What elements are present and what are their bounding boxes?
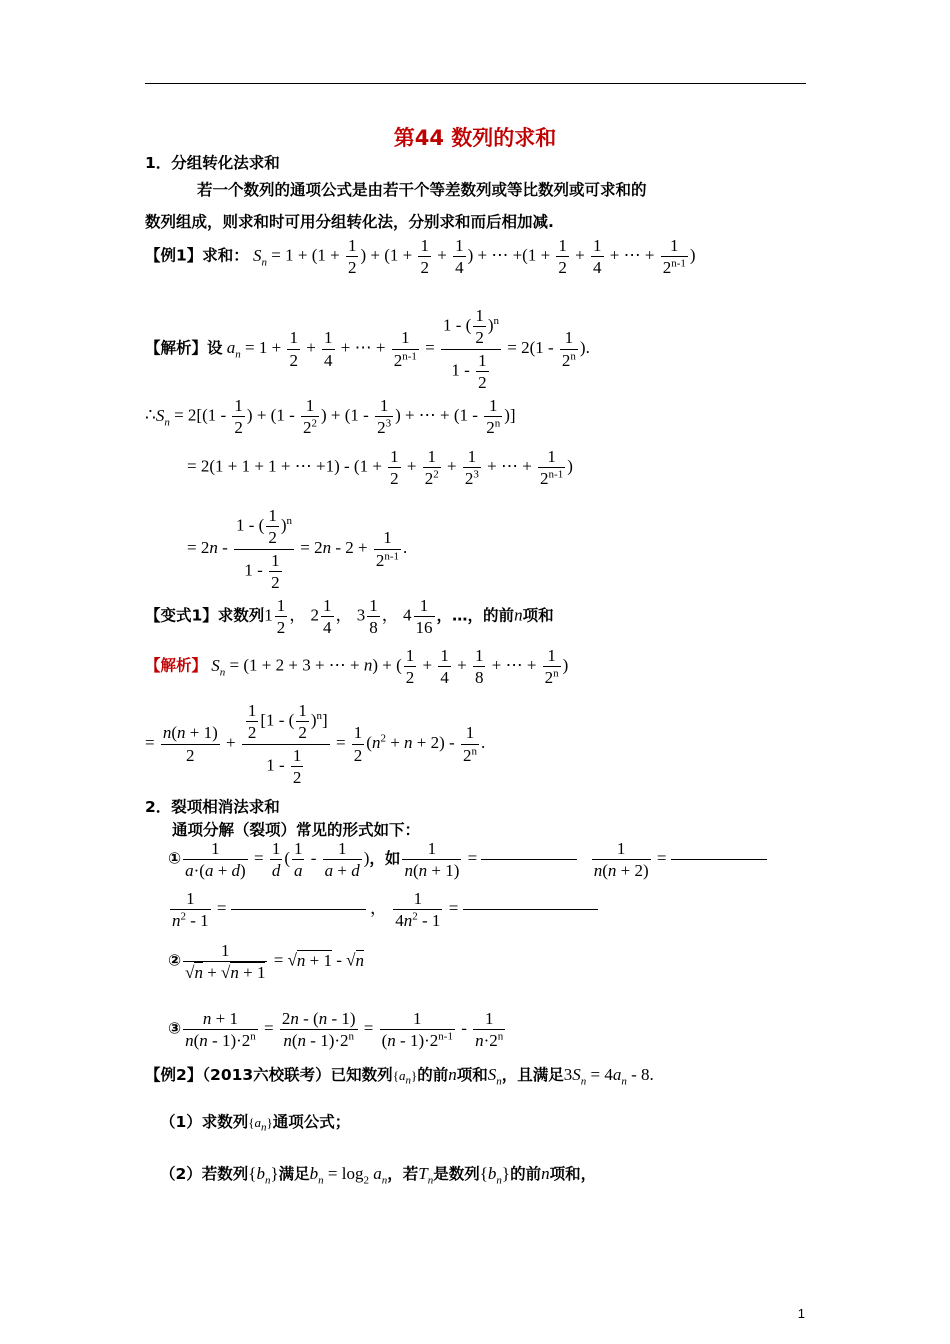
example1-label: 【例1】求和： [145,246,249,265]
example1-step1: $\therefore S_n = 2[(1$ - $\frac{1}{2}$ ) + (1 - $\frac{1}{2^2}$ ) + (1 - $\frac{1}{2^3}$ ) + ⋯ + (1 - $\frac{1}{2^n}$ )] [145,396,516,438]
example1-problem: 【例1】求和： $S_n = 1 + (1$ + $\frac{1}{2}$ ) + (1 + $\frac{1}{2}$ + $\frac{1}{4}$ ) + ⋯ +(1 + $\frac{1}{2}$ + $\frac{1}{4}$ + ⋯ + $\frac{1}{2^{n-1}}$ ) [145,236,696,278]
section1-para-line2: 数列组成，则求和时可用分组转化法，分别求和而后相加减. [145,213,554,231]
therefore-symbol: ∴ [145,405,156,425]
answer-blank-1[interactable] [481,859,577,860]
form3-row: ③ $\frac{n + 1}{n(n - 1)\cdot 2^n}$ = $\frac{2n - (n - 1)}{n(n - 1)\cdot 2^n}$ = $\frac{1}{(n - 1)\cdot 2^{n-1}}$ - $\frac{1}{n\cdot 2^n}$ [168,1009,504,1051]
example1-step2: = 2(1 + 1 + 1 + ⋯ +1) - (1 + $\frac{1}{2}$ + $\frac{1}{2^2}$ + $\frac{1}{2^3}$ + ⋯ + $\frac{1}{2^{n-1}}$ ) [187,447,573,489]
section1-para-line1: 若一个数列的通项公式是由若干个等差数列或等比数列或可求和的 [197,181,647,199]
example2-mid3: ，且满足 [501,1066,564,1084]
item2-marker: ② [168,951,182,970]
ru-text: ，如 [369,849,401,868]
q2-mid2: ，若 [387,1165,419,1183]
section2-intro: 通项分解（裂项）常见的形式如下： [172,821,421,839]
example2-q2: （2）若数列$\{b_n\}$满足$b_n = \log_2 a_n$，若$T_n$是数列$\{b_n\}$的前n项和， [160,1164,597,1187]
q2-tail: 项和， [549,1165,597,1183]
form2-row: ② $\frac{1}{√n + √n + 1}$ = √n + 1 - √n [168,941,364,983]
example1-step3: = 2n - 1 - ( $\frac{1}{2}$ )$^n$ 1 - $\frac{1}{2}$ = 2n - 2 + $\frac{1}{2^{n-1}}$ . [187,506,408,592]
answer-blank-3[interactable] [231,909,366,910]
page-title: 第44 数列的求和 [393,126,557,150]
answer-blank-4[interactable] [463,909,598,910]
section2-heading: 2．裂项相消法求和 [145,798,280,816]
example2-mid2: 项和 [456,1066,488,1084]
variant1-tail2: 项和 [522,606,554,625]
example2-q1: （1）求数列$\{a_n\}$通项公式； [160,1113,351,1134]
example2-label: 【例2】（2013六校联考）已知数列 [145,1066,393,1084]
variant1-analysis-label: 【解析】 [145,656,208,675]
variant1-tail: ，…，的前 [436,606,515,625]
q2-mid1: 满足 [278,1165,310,1183]
variant1-label: 【变式1】求数列 [145,606,265,625]
section1-heading: 1．分组转化法求和 [145,154,280,172]
example2-problem: 【例2】（2013六校联考）已知数列$\{a_n\}$的前n项和$S_n$，且满足$3S_n = 4a_n - 8$. [145,1065,654,1088]
q2-mid4: 的前 [510,1165,542,1183]
item3-marker: ③ [168,1019,182,1038]
item1-marker: ① [168,849,182,868]
form1-row: ① $\frac{1}{a\cdot(a + d)}$ = $\frac{1}{d}$ ( $\frac{1}{a}$ - $\frac{1}{a + d}$ )，如 $\frac{1}{n(n + 1)}$ = $\frac{1}{n(n + 2)}$ = [168,838,767,882]
header-rule [145,83,806,84]
example2-mid1: 的前 [417,1066,449,1084]
q2-label: （2）若数列 [160,1165,249,1183]
q2-mid3: 是数列 [433,1165,480,1183]
variant1-problem: 【变式1】求数列1 $\frac{1}{2}$ ， 2 $\frac{1}{4}$ ， 3 $\frac{1}{8}$ ， 4 $\frac{1}{16}$ ，…，的前n项和 [145,596,554,638]
example1-analysis: 【解析】设 $a_n = 1$ + $\frac{1}{2}$ + $\frac{1}{4}$ + ⋯ + $\frac{1}{2^{n-1}}$ = 1 - ( $\frac{1}{2}$ )$^n$ 1 - $\frac{1}{2}$ = 2(1 - $\frac{1}{2^n}$ ). [145,306,590,392]
form1-row2: $\frac{1}{n^2 - 1}$ = ， $\frac{1}{4n^2 - 1}$ = [168,888,598,932]
variant1-analysis: 【解析】 $S_n = (1 + 2 + 3$ + ⋯ + n) + ( $\frac{1}{2}$ + $\frac{1}{4}$ + $\frac{1}{8}$ + ⋯ + $\frac{1}{2^n}$ ) [145,646,569,688]
q1-tail: 通项公式； [272,1113,351,1131]
variant1-result: = $\frac{n(n + 1)}{2}$ + $\frac{1}{2}$ [1 - ( $\frac{1}{2}$ )$^n$] 1 - $\frac{1}{2}$ = $\frac{1}{2}$ $(n^2 + n + 2)$ - $\frac{1}{2^n}$ . [145,701,486,787]
example1-analysis-label: 【解析】设 [145,338,223,357]
q1-label: （1）求数列 [160,1113,249,1131]
answer-blank-2[interactable] [671,859,767,860]
page-number: 1 [797,1306,805,1321]
